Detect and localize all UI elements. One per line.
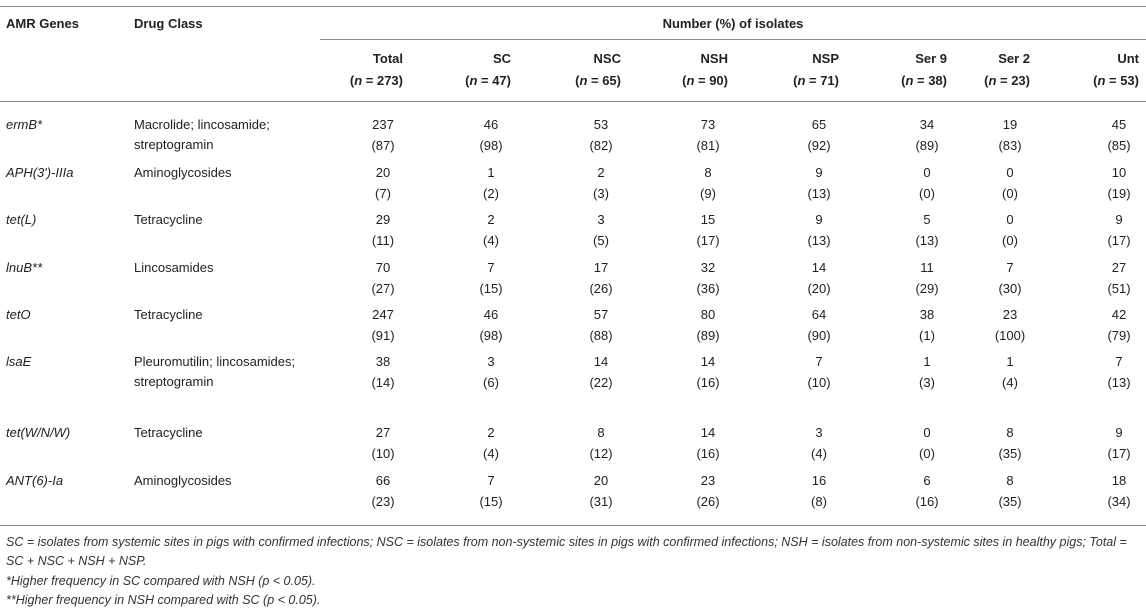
gene-name: tetO <box>6 307 31 322</box>
percent-cell: (17) <box>1107 233 1131 248</box>
percent-cell: (16) <box>696 375 720 390</box>
count-cell: 3 <box>815 425 823 440</box>
column-header-n: (n = 53) <box>1093 73 1139 88</box>
percent-cell: (82) <box>589 138 613 153</box>
percent-cell: (90) <box>807 328 831 343</box>
percent-cell: (4) <box>483 233 499 248</box>
percent-cell: (92) <box>807 138 831 153</box>
percent-cell: (100) <box>994 328 1026 343</box>
drug-class: Tetracycline <box>134 212 203 227</box>
percent-cell: (10) <box>807 375 831 390</box>
drug-class: Pleuromutilin; lincosamides; streptogramin <box>134 354 296 389</box>
percent-cell: (16) <box>915 494 939 509</box>
count-cell: 7 <box>487 260 495 275</box>
count-cell: 80 <box>700 307 716 322</box>
percent-cell: (15) <box>479 494 503 509</box>
count-cell: 20 <box>593 473 609 488</box>
percent-cell: (85) <box>1107 138 1131 153</box>
count-cell: 8 <box>1006 473 1014 488</box>
drug-class: Lincosamides <box>134 260 214 275</box>
count-cell: 7 <box>487 473 495 488</box>
count-cell: 9 <box>1115 212 1123 227</box>
count-cell: 0 <box>923 165 931 180</box>
count-cell: 6 <box>923 473 931 488</box>
percent-cell: (0) <box>919 186 935 201</box>
count-cell: 23 <box>1002 307 1018 322</box>
count-cell: 14 <box>700 425 716 440</box>
percent-cell: (3) <box>919 375 935 390</box>
drug-class: Tetracycline <box>134 425 203 440</box>
count-cell: 0 <box>923 425 931 440</box>
count-cell: 8 <box>1006 425 1014 440</box>
percent-cell: (6) <box>483 375 499 390</box>
percent-cell: (91) <box>371 328 395 343</box>
group-title: Number (%) of isolates <box>662 16 804 31</box>
percent-cell: (51) <box>1107 281 1131 296</box>
percent-cell: (79) <box>1107 328 1131 343</box>
count-cell: 2 <box>597 165 605 180</box>
footnote-double-star: **Higher frequency in NSH compared with SC (p < 0.05). <box>6 593 321 607</box>
count-cell: 32 <box>700 260 716 275</box>
top-rule <box>0 6 1146 7</box>
count-cell: 237 <box>372 117 394 132</box>
percent-cell: (34) <box>1107 494 1131 509</box>
percent-cell: (88) <box>589 328 613 343</box>
percent-cell: (31) <box>589 494 613 509</box>
column-header-n: (n = 71) <box>793 73 839 88</box>
count-cell: 1 <box>923 354 931 369</box>
drug-class: Aminoglycosides <box>134 165 232 180</box>
column-header-label: Unt <box>1117 51 1139 66</box>
count-cell: 65 <box>811 117 827 132</box>
percent-cell: (13) <box>1107 375 1131 390</box>
count-cell: 34 <box>919 117 935 132</box>
count-cell: 46 <box>483 117 499 132</box>
count-cell: 23 <box>700 473 716 488</box>
percent-cell: (30) <box>998 281 1022 296</box>
gene-name: lsaE <box>6 354 32 369</box>
column-header-n: (n = 47) <box>465 73 511 88</box>
percent-cell: (7) <box>375 186 391 201</box>
count-cell: 8 <box>704 165 712 180</box>
gene-name: lnuB** <box>6 260 43 275</box>
count-cell: 9 <box>815 212 823 227</box>
count-cell: 0 <box>1006 165 1014 180</box>
percent-cell: (8) <box>811 494 827 509</box>
count-cell: 46 <box>483 307 499 322</box>
percent-cell: (4) <box>1002 375 1018 390</box>
percent-cell: (1) <box>919 328 935 343</box>
percent-cell: (14) <box>371 375 395 390</box>
footnote-single-star: *Higher frequency in SC compared with NSH (p < 0.05). <box>6 574 316 588</box>
column-header-n: (n = 65) <box>575 73 621 88</box>
count-cell: 45 <box>1111 117 1127 132</box>
count-cell: 42 <box>1111 307 1127 322</box>
count-cell: 2 <box>487 212 495 227</box>
percent-cell: (35) <box>998 446 1022 461</box>
count-cell: 64 <box>811 307 827 322</box>
percent-cell: (27) <box>371 281 395 296</box>
count-cell: 17 <box>593 260 609 275</box>
count-cell: 5 <box>923 212 931 227</box>
gene-name: ANT(6)-Ia <box>6 473 64 488</box>
column-header-n: (n = 273) <box>349 73 403 88</box>
column-header-n: (n = 90) <box>682 73 728 88</box>
percent-cell: (22) <box>589 375 613 390</box>
percent-cell: (98) <box>479 328 503 343</box>
count-cell: 70 <box>375 260 391 275</box>
column-header-label: NSH <box>700 51 728 66</box>
percent-cell: (12) <box>589 446 613 461</box>
column-header-label: Total <box>372 51 403 66</box>
count-cell: 9 <box>1115 425 1123 440</box>
count-cell: 10 <box>1111 165 1127 180</box>
percent-cell: (13) <box>915 233 939 248</box>
percent-cell: (2) <box>483 186 499 201</box>
percent-cell: (11) <box>371 233 395 248</box>
percent-cell: (0) <box>1002 186 1018 201</box>
column-header-n: (n = 23) <box>984 73 1030 88</box>
percent-cell: (98) <box>479 138 503 153</box>
column-header-label: SC <box>492 51 511 66</box>
percent-cell: (89) <box>696 328 720 343</box>
percent-cell: (35) <box>998 494 1022 509</box>
count-cell: 20 <box>375 165 391 180</box>
count-cell: 7 <box>1115 354 1123 369</box>
drug-class: Tetracycline <box>134 307 203 322</box>
percent-cell: (83) <box>998 138 1022 153</box>
percent-cell: (23) <box>371 494 395 509</box>
percent-cell: (20) <box>807 281 831 296</box>
drug-class: Aminoglycosides <box>134 473 232 488</box>
column-header-n: (n = 38) <box>901 73 947 88</box>
count-cell: 2 <box>487 425 495 440</box>
count-cell: 27 <box>375 425 391 440</box>
count-cell: 18 <box>1111 473 1127 488</box>
percent-cell: (19) <box>1107 186 1131 201</box>
percent-cell: (17) <box>696 233 720 248</box>
footnote-abbreviations: SC = isolates from systemic sites in pigs with confirmed infections; NSC = isolates from non-systemic sites in pigs with confirmed infections; NSH = isolates from non-systemic sites in healthy pigs; Total = SC + NSC + NSH + NSP. <box>6 535 1127 568</box>
percent-cell: (26) <box>589 281 613 296</box>
drug-class-header: Drug Class <box>134 16 203 31</box>
count-cell: 7 <box>1006 260 1014 275</box>
gene-name: ermB* <box>6 117 43 132</box>
column-header-label: NSP <box>812 51 839 66</box>
percent-cell: (36) <box>696 281 720 296</box>
percent-cell: (3) <box>593 186 609 201</box>
percent-cell: (10) <box>371 446 395 461</box>
count-cell: 3 <box>487 354 495 369</box>
column-header-label: NSC <box>593 51 621 66</box>
count-cell: 0 <box>1006 212 1014 227</box>
percent-cell: (15) <box>479 281 503 296</box>
percent-cell: (13) <box>807 233 831 248</box>
percent-cell: (29) <box>915 281 939 296</box>
percent-cell: (9) <box>700 186 716 201</box>
percent-cell: (87) <box>371 138 395 153</box>
percent-cell: (26) <box>696 494 720 509</box>
percent-cell: (89) <box>915 138 939 153</box>
bottom-rule <box>0 525 1146 526</box>
percent-cell: (4) <box>811 446 827 461</box>
count-cell: 29 <box>375 212 391 227</box>
count-cell: 16 <box>811 473 827 488</box>
count-cell: 247 <box>372 307 394 322</box>
count-cell: 8 <box>597 425 605 440</box>
column-header-label: Ser 2 <box>998 51 1030 66</box>
count-cell: 19 <box>1002 117 1018 132</box>
gene-name: APH(3′)-IIIa <box>6 165 74 180</box>
count-cell: 14 <box>700 354 716 369</box>
count-cell: 1 <box>1006 354 1014 369</box>
count-cell: 57 <box>593 307 609 322</box>
percent-cell: (16) <box>696 446 720 461</box>
percent-cell: (0) <box>919 446 935 461</box>
count-cell: 3 <box>597 212 605 227</box>
count-cell: 38 <box>375 354 391 369</box>
amr-genes-header: AMR Genes <box>6 16 79 31</box>
count-cell: 7 <box>815 354 823 369</box>
count-cell: 11 <box>920 260 934 275</box>
count-cell: 38 <box>919 307 935 322</box>
column-header-label: Ser 9 <box>915 51 947 66</box>
gene-name: tet(L) <box>6 212 37 227</box>
percent-cell: (81) <box>696 138 720 153</box>
header-rule <box>0 101 1146 102</box>
count-cell: 1 <box>487 165 495 180</box>
count-cell: 14 <box>811 260 827 275</box>
gene-name: tet(W/N/W) <box>6 425 71 440</box>
count-cell: 66 <box>375 473 391 488</box>
percent-cell: (0) <box>1002 233 1018 248</box>
percent-cell: (17) <box>1107 446 1131 461</box>
count-cell: 73 <box>700 117 716 132</box>
group-rule <box>320 39 1146 40</box>
percent-cell: (4) <box>483 446 499 461</box>
count-cell: 14 <box>593 354 609 369</box>
percent-cell: (5) <box>593 233 609 248</box>
count-cell: 27 <box>1111 260 1127 275</box>
count-cell: 9 <box>815 165 823 180</box>
count-cell: 53 <box>593 117 609 132</box>
percent-cell: (13) <box>807 186 831 201</box>
count-cell: 15 <box>700 212 716 227</box>
drug-class: Macrolide; lincosamide; streptogramin <box>134 117 270 152</box>
